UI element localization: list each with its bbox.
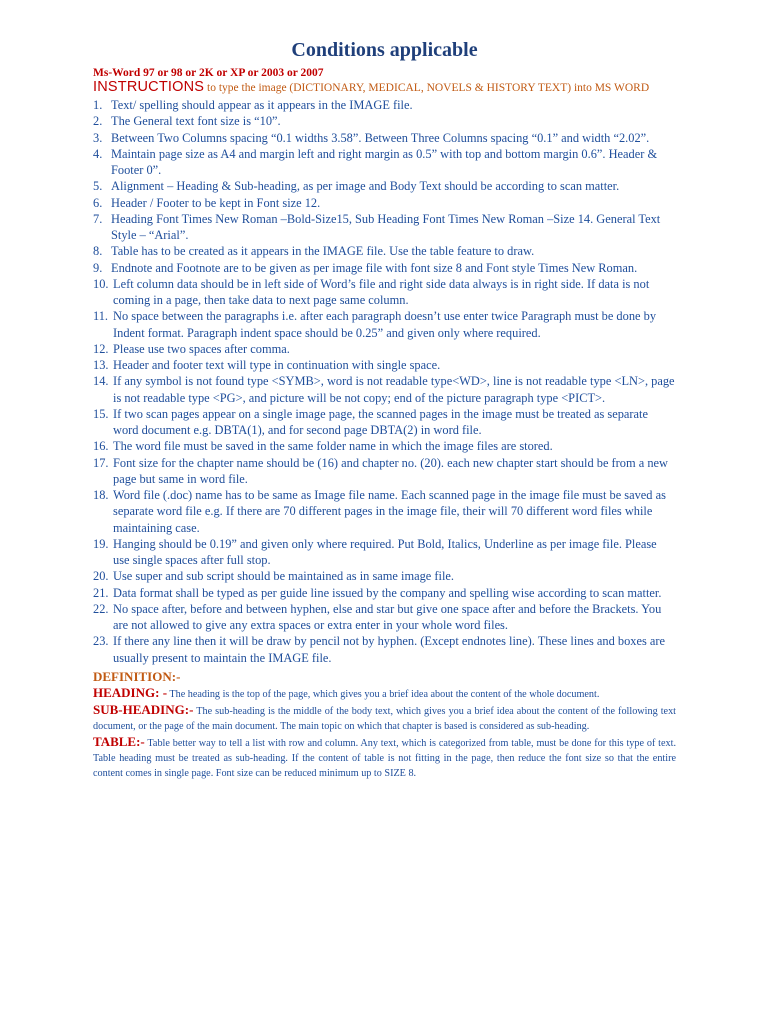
rule-number: 16. (93, 439, 109, 454)
rule-number: 13. (93, 358, 109, 372)
rule-text: Data format shall be typed as per guide line issued by the company and spelling wise according to scan matter. (113, 585, 662, 600)
rule-item (93, 195, 676, 211)
rule-number: 2. (93, 114, 103, 129)
word-versions-line: Ms-Word 97 or 98 or 2K or XP or 2003 or 2007 (93, 67, 324, 79)
rule-text: Between Two Columns spacing “0.1 widths 3.58”. Between Three Columns spacing “0.1” and width “2.02”. (111, 130, 650, 145)
rule-number: 19. (93, 536, 109, 551)
instructions-heading: INSTRUCTIONS (93, 79, 205, 95)
rule-number: 12. (93, 341, 109, 356)
definition-item (93, 685, 676, 702)
rule-number: 23. (93, 634, 109, 649)
rule-text: The General text font size is “10”. (111, 114, 281, 129)
rule-item (93, 633, 676, 666)
definition-item (93, 734, 676, 781)
rule-number: 10. (93, 276, 109, 291)
definition-description: The heading is the top of the page, which gives you a brief idea about the content of the whole document. (167, 688, 600, 700)
rule-number: 4. (93, 146, 103, 161)
rule-text: Header and footer text will type in continuation with single space. (113, 358, 441, 372)
rule-text: If any symbol is not found type <SYMB>, word is not readable type<WD>, line is not readable type <LN>, page is not readable type <PG>, and picture will be not copy; end of the picture paragraph type <PICT>. (113, 374, 675, 405)
rule-item (93, 146, 676, 179)
rule-item (93, 438, 676, 454)
rule-item (93, 341, 676, 357)
rule-number: 21. (93, 585, 109, 600)
rule-text: Left column data should be in left side of Word’s file and right side data always is in right side. If data is not coming in a page, then take data to next page same column. (113, 276, 650, 307)
definition-description: Table better way to tell a list with row and column. Any text, which is categorized from table, must be done for this type of text. Table heading must be treated as sub-heading. If the content of table is not fitting in the page, then reduce the font size so that the entire content comes in single page. Font size can be reduced minimum up to SIZE 8. (93, 737, 676, 779)
rule-text: No space after, before and between hyphen, else and star but give one space after and before the Brackets. You are not allowed to give any extra spaces or extra enter in your whole word files. (113, 601, 662, 632)
rule-text: Endnote and Footnote are to be given as per image file with font size 8 and Font style Times New Roman. (111, 260, 638, 275)
rule-text: Alignment – Heading & Sub-heading, as per image and Body Text should be according to scan matter. (111, 179, 620, 194)
rule-number: 1. (93, 98, 103, 112)
rule-number: 11. (93, 309, 109, 324)
rules-list (93, 97, 676, 666)
rule-item (93, 308, 676, 341)
definition-term: HEADING: - (93, 684, 168, 700)
instructions-text: to type the image (DICTIONARY, MEDICAL, NOVELS & HISTORY TEXT) into MS WORD (204, 82, 650, 94)
rule-item (93, 568, 676, 584)
rule-text: Maintain page size as A4 and margin left and right margin as 0.5” with top and bottom margin 0.6”. Header & Footer 0”. (111, 146, 658, 177)
rule-number: 18. (93, 488, 109, 502)
rule-number: 6. (93, 195, 103, 210)
rule-text: Header / Footer to be kept in Font size 12. (111, 195, 321, 210)
rule-number: 14. (93, 374, 109, 389)
rule-text: If two scan pages appear on a single image page, the scanned pages in the image must be treated as separate word document e.g. DBTA(1), and for second page DBTA(2) in word file. (113, 406, 648, 437)
rule-item (93, 601, 676, 634)
rule-text: No space between the paragraphs i.e. after each paragraph doesn’t use enter twice Paragraph must be done by Indent format. Paragraph indent space should be 0.25” and given only where required. (113, 309, 657, 340)
rule-number: 17. (93, 455, 109, 470)
rule-item (93, 130, 676, 146)
rule-text: Text/ spelling should appear as it appears in the IMAGE file. (111, 98, 413, 112)
rule-item (93, 357, 676, 373)
rule-item (93, 487, 676, 536)
definition-label: DEFINITION:- (93, 668, 181, 684)
rule-text: Heading Font Times New Roman –Bold-Size15, Sub Heading Font Times New Roman –Size 14. General Text Style – “Arial”. (111, 211, 661, 242)
rule-text: Table has to be created as it appears in the IMAGE file. Use the table feature to draw. (111, 244, 535, 259)
rule-number: 5. (93, 179, 103, 194)
rule-number: 20. (93, 569, 109, 584)
rule-number: 8. (93, 244, 103, 259)
rule-text: The word file must be saved in the same folder name in which the image files are stored. (113, 439, 553, 454)
rule-item (93, 406, 676, 439)
rule-item (93, 276, 676, 309)
definition-term: SUB-HEADING:- (93, 701, 194, 717)
rule-item (93, 260, 676, 276)
instructions-line (93, 80, 676, 96)
rule-item (93, 97, 676, 113)
rule-text: Word file (.doc) name has to be same as Image file name. Each scanned page in the image file must be saved as separate word file e.g. If there are 70 different pages in the image file, their will 70 different word files while maintaining case. (113, 488, 666, 535)
rule-number: 15. (93, 406, 109, 421)
definition-term: TABLE:- (93, 733, 145, 749)
rule-number: 9. (93, 260, 103, 275)
rule-text: Please use two spaces after comma. (113, 341, 290, 356)
rule-number: 22. (93, 601, 109, 616)
definitions-list (93, 685, 676, 781)
rule-number: 7. (93, 211, 103, 226)
rule-item (93, 455, 676, 488)
rule-item (93, 585, 676, 601)
page-title: Conditions applicable (291, 39, 478, 61)
definition-item (93, 702, 676, 734)
rule-item (93, 373, 676, 406)
rule-text: Hanging should be 0.19” and given only where required. Put Bold, Italics, Underline as per image file. Please use single spaces after full stop. (113, 536, 657, 567)
rule-item (93, 113, 676, 129)
definition-description: The sub-heading is the middle of the body text, which gives you a brief idea about the content of the following text document, or the page of the main document. The main topic on which that chapter is based is considered as sub-heading. (93, 705, 676, 732)
rule-item (93, 243, 676, 259)
rule-item (93, 536, 676, 569)
rule-text: If there any line then it will be draw by pencil not by hyphen. (Except endnotes line). These lines and boxes are usually present to maintain the IMAGE file. (113, 634, 666, 665)
rule-item (93, 178, 676, 194)
rule-text: Use super and sub script should be maintained as in same image file. (113, 569, 455, 584)
rule-text: Font size for the chapter name should be (16) and chapter no. (20). each new chapter start should be from a new page but same in word file. (113, 455, 668, 486)
rule-item (93, 211, 676, 244)
rule-number: 3. (93, 130, 103, 145)
